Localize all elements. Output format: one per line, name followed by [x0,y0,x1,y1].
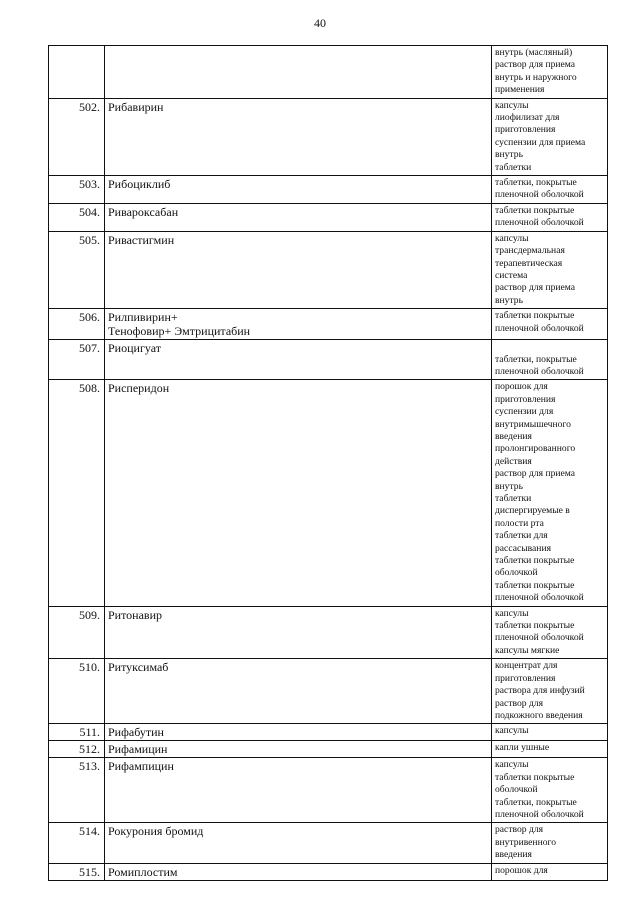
dosage-form: таблетки [495,161,532,173]
table-row [49,203,608,231]
dosage-form-cell [492,340,608,380]
table-row [49,380,608,606]
drug-name: Ривастигмин [108,232,175,247]
dosage-form: терапевтическая [495,257,563,269]
dosage-form-cell [492,309,608,340]
dosage-form-cell [492,863,608,880]
drug-name: Ритуксимаб [108,660,169,675]
row-number: 508. [49,380,105,606]
dosage-form-cell [492,203,608,231]
drug-name-cell [105,724,492,741]
drug-name-cell [105,823,492,863]
drug-name: Ривароксабан [108,204,179,219]
table-row [49,309,608,340]
drug-name: Риоцигуат [108,341,161,356]
dosage-form: суспензии для приема [495,136,586,148]
dosage-form-cell [492,724,608,741]
dosage-form: приготовления [495,124,556,136]
dosage-form: внутривенного [495,836,556,848]
dosage-form: таблетки для [495,530,548,542]
dosage-form: система [495,269,528,281]
dosage-form: порошок для [495,864,548,876]
dosage-form-cell [492,823,608,863]
drug-name-cell [105,380,492,606]
table-row [49,231,608,308]
dosage-form: приготовления [495,393,556,405]
dosage-form: введения [495,849,532,861]
dosage-form-cell [492,98,608,175]
table-body [49,46,608,881]
table-row [49,758,608,823]
row-number: 511. [49,724,105,741]
table-row [49,98,608,175]
drug-table [48,45,608,881]
drug-name: Ромиплостим [108,864,178,879]
dosage-form: таблетки, покрытые [495,353,577,365]
dosage-form: таблетки покрытые [495,555,575,567]
table-row [49,176,608,204]
dosage-form-cell [492,46,608,99]
dosage-form: пролонгированного [495,443,576,455]
page-number: 40 [314,16,326,30]
dosage-form: таблетки, покрытые [495,796,577,808]
table-row [49,724,608,741]
drug-name-cell [105,741,492,758]
dosage-form: раствор для приема [495,282,576,294]
drug-name: Рифабутин [108,725,164,740]
dosage-form: концентрат для [495,660,558,672]
row-number: 515. [49,863,105,880]
dosage-form: лиофилизат для [495,112,560,124]
table-row [49,741,608,758]
dosage-form: таблетки покрытые [495,579,575,591]
drug-name: Ритонавир [108,607,163,622]
row-number: 512. [49,741,105,758]
table-row [49,863,608,880]
drug-name-cell [105,340,492,380]
row-number: 504. [49,203,105,231]
drug-name-cell [105,309,492,340]
drug-name: Рибавирин [108,99,164,114]
dosage-form: капсулы [495,759,529,771]
dosage-form: внутрь [495,149,523,161]
dosage-form: раствор для [495,697,544,709]
dosage-form: порошок для [495,381,548,393]
dosage-form: пленочной оболочкой [495,189,584,201]
dosage-form: пленочной оболочкой [495,632,584,644]
dosage-form: оболочкой [495,567,538,579]
drug-name: Рибоциклиб [108,177,171,192]
dosage-form-cell [492,380,608,606]
dosage-form: капсулы [495,99,529,111]
row-number: 505. [49,231,105,308]
drug-name-cell [105,863,492,880]
dosage-form: капсулы мягкие [495,644,560,656]
table-row [49,46,608,99]
dosage-form: оболочкой [495,784,538,796]
dosage-form-cell [492,606,608,659]
dosage-form-cell [492,176,608,204]
drug-name-cell [105,176,492,204]
table-row [49,340,608,380]
dosage-form: внутрь [495,480,523,492]
dosage-form: трансдермальная [495,245,565,257]
dosage-form: полости рта [495,517,544,529]
drug-name: Рилпивирин+ [108,310,178,325]
dosage-form: таблетки [495,493,532,504]
dosage-form: диспергируемые в [495,505,570,517]
row-number: 506. [49,309,105,340]
row-number: 503. [49,176,105,204]
drug-name-cell [105,203,492,231]
dosage-form: таблетки покрытые [495,620,575,632]
drug-name: Тенофовир+ Эмтрицитабин [108,324,251,339]
dosage-form: пленочной оболочкой [495,322,584,334]
drug-name: Рокурония бромид [108,824,204,839]
dosage-form: применения [495,84,545,96]
dosage-form: введения [495,430,532,442]
dosage-form-cell [492,659,608,724]
dosage-form: раствор для [495,824,544,836]
dosage-form: капли ушные [495,742,550,754]
dosage-form: подкожного введения [495,709,583,721]
dosage-form: капсулы [495,725,529,737]
dosage-form: пленочной оболочкой [495,365,584,377]
dosage-form-cell [492,758,608,823]
dosage-form [495,341,603,353]
dosage-form: пленочной оболочкой [495,217,584,229]
row-number: 509. [49,606,105,659]
dosage-form: раствор для приема [495,59,576,71]
dosage-form: капсулы [495,607,529,619]
dosage-form: раствор для приема [495,468,576,480]
dosage-form: пленочной оболочкой [495,808,584,820]
dosage-form: пленочной оболочкой [495,592,584,604]
dosage-form: рассасывания [495,542,551,554]
drug-name-cell [105,758,492,823]
dosage-form: внутрь и наружного [495,71,577,83]
drug-name: Рифампицин [108,759,174,774]
drug-name-cell [105,231,492,308]
drug-name-cell [105,46,492,99]
row-number: 514. [49,823,105,863]
table-row [49,823,608,863]
drug-name: Рисперидон [108,381,170,396]
dosage-form: внутрь (масляный) [495,47,573,58]
row-number: 502. [49,98,105,175]
dosage-form: внутримышечного [495,418,571,430]
table-row [49,606,608,659]
dosage-form: суспензии для [495,406,554,418]
dosage-form-cell [492,741,608,758]
dosage-form: таблетки покрытые [495,204,575,216]
row-number: 507. [49,340,105,380]
dosage-form: действия [495,455,532,467]
dosage-form: таблетки покрытые [495,310,575,322]
dosage-form: капсулы [495,232,529,244]
dosage-form: таблетки покрытые [495,771,575,783]
table-row [49,659,608,724]
dosage-form: таблетки, покрытые [495,177,577,189]
dosage-form: приготовления [495,672,556,684]
drug-name-cell [105,659,492,724]
row-number: 513. [49,758,105,823]
dosage-form: раствора для инфузий [495,685,585,697]
row-number: 510. [49,659,105,724]
dosage-form-cell [492,231,608,308]
dosage-form: внутрь [495,294,523,306]
row-number [49,46,105,99]
drug-name-cell [105,606,492,659]
drug-name-cell [105,98,492,175]
drug-name: Рифамицин [108,742,168,757]
